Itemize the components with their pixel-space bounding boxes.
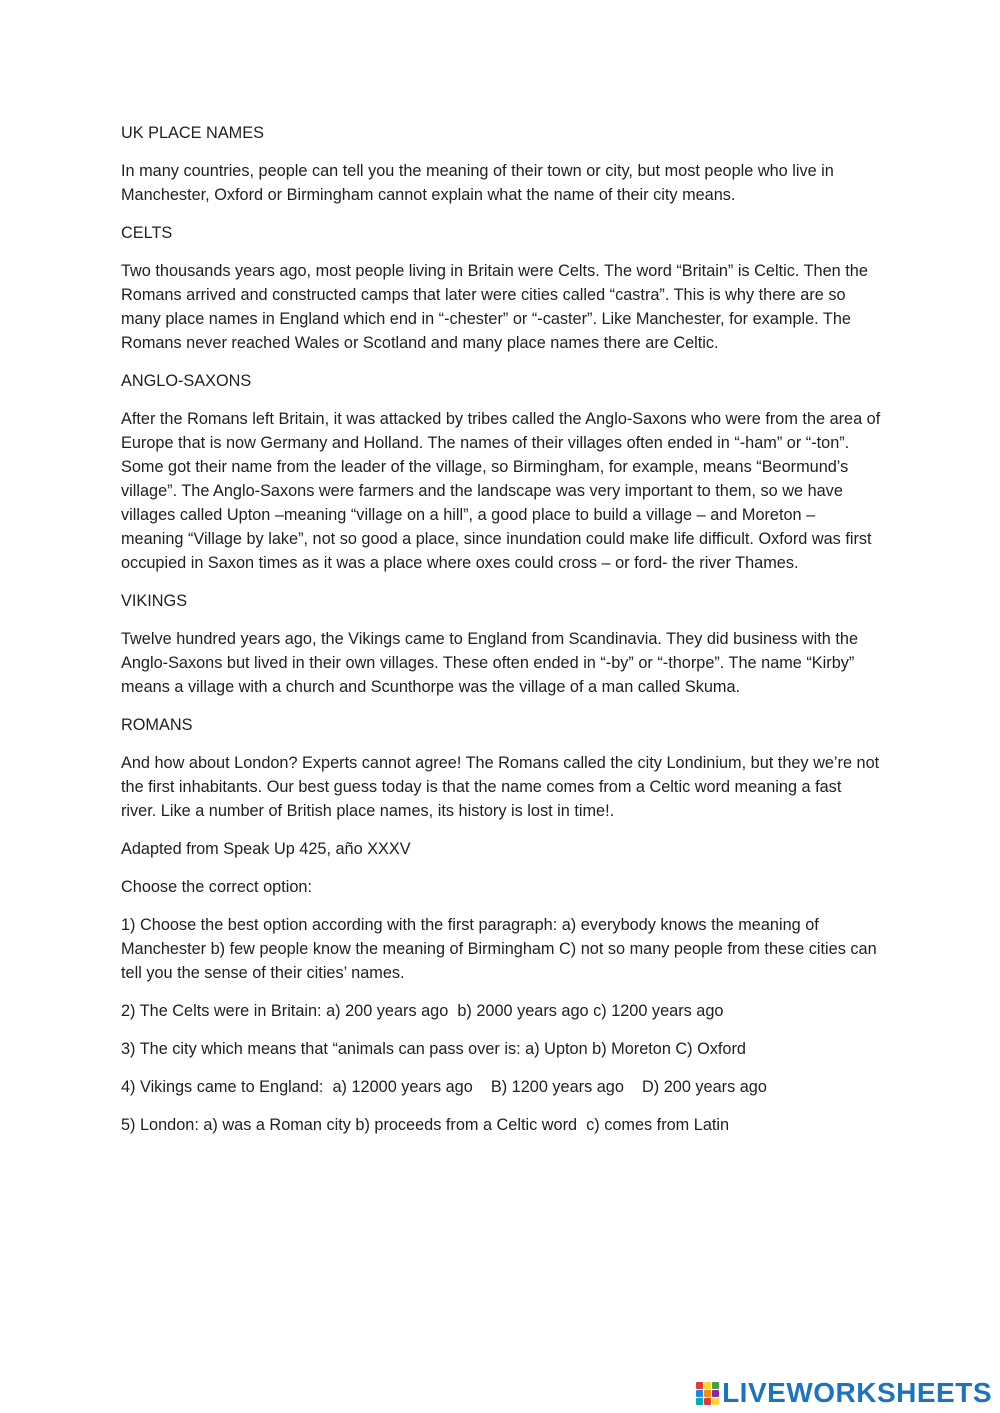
section-heading-celts: CELTS [121, 224, 173, 242]
question-1: 1) Choose the best option according with the first paragraph: a) everybody knows the meaning of Manchester b) few people know the meaning of Birmingham C) not so many people from these cities can tell you the sense of their cities’ names. [121, 916, 877, 982]
question-3: 3) The city which means that “animals can pass over is: a) Upton b) Moreton C) Oxford [121, 1040, 746, 1058]
question-5: 5) London: a) was a Roman city b) proceeds from a Celtic word c) comes from Latin [121, 1116, 730, 1134]
logo-tile [696, 1398, 703, 1405]
document-title: UK PLACE NAMES [121, 124, 264, 142]
liveworksheets-logo-icon [696, 1382, 719, 1405]
source-citation: Adapted from Speak Up 425, año XXXV [121, 840, 411, 858]
section-body-vikings: Twelve hundred years ago, the Vikings came to England from Scandinavia. They did business with the Anglo-Saxons but lived in their own villages. These often ended in “-by” or “-thorpe”. The name “Kirby” means a village with a church and Scunthorpe was the village of a man called Skuma. [121, 630, 859, 696]
intro-paragraph: In many countries, people can tell you the meaning of their town or city, but most people who live in Manchester, Oxford or Birmingham cannot explain what the name of their city means. [121, 162, 834, 204]
logo-tile [696, 1382, 703, 1389]
logo-tile [704, 1382, 711, 1389]
exercise-instruction: Choose the correct option: [121, 878, 312, 896]
section-body-anglo-saxons: After the Romans left Britain, it was attacked by tribes called the Anglo-Saxons who were from the area of Europe that is now Germany and Holland. The names of their villages often ended in “-ham” or “-ton”. Some got their name from the leader of the village, so Birmingham, for example, means “Beormund’s village”. The Anglo-Saxons were farmers and the landscape was very important to them, so we have villages called Upton –meaning “village on a hill”, a good place to build a village – and Moreton – meaning “Village by lake”, not so good a place, since inundation could make life difficult. Oxford was first occupied in Saxon times as it was a place where oxes could cross – or ford- the river Thames. [121, 410, 881, 572]
logo-tile [712, 1398, 719, 1405]
liveworksheets-logo [696, 1379, 992, 1407]
logo-text: LIVEWORKSHEETS [722, 1377, 992, 1408]
question-2: 2) The Celts were in Britain: a) 200 years ago b) 2000 years ago c) 1200 years ago [121, 1002, 724, 1020]
logo-tile [712, 1390, 719, 1397]
logo-tile [712, 1382, 719, 1389]
section-heading-romans: ROMANS [121, 716, 193, 734]
worksheet-document [121, 121, 881, 1151]
logo-tile [696, 1390, 703, 1397]
question-4: 4) Vikings came to England: a) 12000 years ago B) 1200 years ago D) 200 years ago [121, 1078, 767, 1096]
section-body-romans: And how about London? Experts cannot agree! The Romans called the city Londinium, but they we’re not the first inhabitants. Our best guess today is that the name comes from a Celtic word meaning a fast river. Like a number of British place names, its history is lost in time!. [121, 754, 880, 820]
section-heading-vikings: VIKINGS [121, 592, 188, 610]
section-body-celts: Two thousands years ago, most people living in Britain were Celts. The word “Britain” is Celtic. Then the Romans arrived and constructed camps that later were cities called “castra”. This is why there are so many place names in England which end in “-chester” or “-caster”. Like Manchester, for example. The Romans never reached Wales or Scotland and many place names there are Celtic. [121, 262, 868, 352]
logo-tile [704, 1390, 711, 1397]
logo-tile [704, 1398, 711, 1405]
section-heading-anglo-saxons: ANGLO-SAXONS [121, 372, 252, 390]
